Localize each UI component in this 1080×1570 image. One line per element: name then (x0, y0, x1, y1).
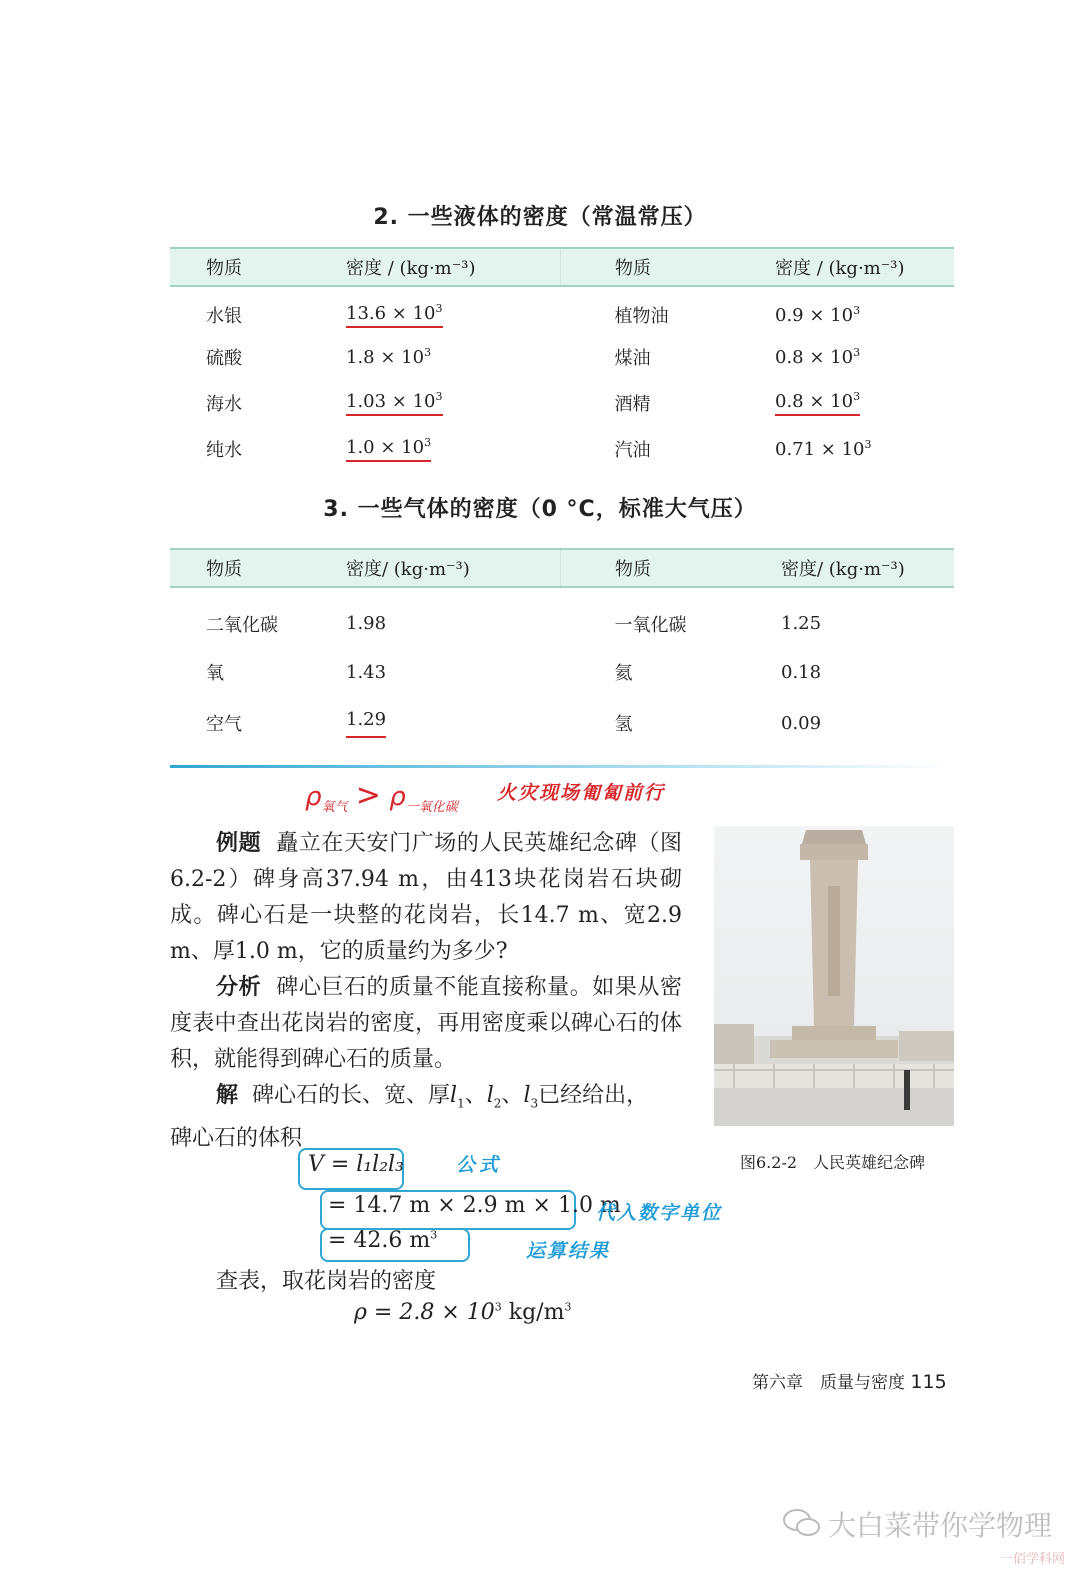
liquid-table-title: 2. 一些液体的密度（常温常压） (373, 205, 707, 230)
header-density: 密度/ (kg·m⁻³) (775, 549, 954, 587)
example-paragraph: 例题 矗立在天安门广场的人民英雄纪念碑（图6.2-2）碑身高37.94 m，由413块花岗岩石块砌成。碑心石是一块整的花岗岩，长14.7 m、宽2.9 m、厚1.0 m，它的质量约为多少? (170, 831, 682, 964)
analysis-paragraph: 分析 碑心巨石的质量不能直接称量。如果从密度表中查出花岗岩的密度，再用密度乘以碑心石的体积，就能得到碑心石的质量。 (170, 975, 682, 1072)
density-comparison-note: $\rho_{氧气} > \rho_{一氧化碳}$ (305, 778, 458, 816)
substance-name: 二氧化碳 (206, 614, 278, 636)
substance-name: 一氧化碳 (614, 614, 687, 636)
density-value: 0.18 (781, 661, 822, 683)
density-value: $0.8 \times 10^3$ (775, 346, 861, 368)
monument-illustration (714, 826, 954, 1126)
density-value: $1.03 \times 10^3$ (346, 380, 561, 426)
liquid-density-table (170, 247, 954, 472)
header-substance: 物质 (170, 248, 346, 286)
substance-name: 氢 (614, 714, 633, 735)
header-density: 密度 / (kg·m⁻³) (775, 248, 954, 286)
table-row (170, 286, 954, 334)
table-row (170, 334, 954, 380)
density-value: $13.6 \times 10^3$ (346, 286, 561, 334)
monument-photo (714, 826, 954, 1126)
formula-annotation: 公式 (456, 1154, 503, 1176)
page-number: 115 (910, 1371, 947, 1393)
density-value: 0.09 (781, 712, 822, 734)
lookup-text: 查表，取花岗岩的密度 (216, 1269, 437, 1294)
table-row (170, 697, 954, 749)
substance-name: 海水 (206, 394, 242, 415)
substance-name: 氧 (206, 663, 224, 684)
volume-result: = 42.6 $m^3$ (328, 1228, 438, 1253)
substance-name: 水银 (206, 305, 242, 327)
substance-name: 纯水 (206, 440, 242, 461)
substance-name: 空气 (206, 714, 242, 735)
density-value: 1.98 (346, 613, 387, 634)
substance-name: 煤油 (614, 348, 651, 369)
density-value: 1.25 (781, 613, 822, 634)
watermark-account: 大白菜带你学物理 (828, 1509, 1053, 1542)
density-value: $0.9 \times 10^3$ (775, 303, 861, 326)
gas-density-table (170, 548, 954, 749)
solution-paragraph: 解 碑心石的长、宽、厚$l_1$、$l_2$、$l_3$已经给出， 碑心石的体积 (170, 1083, 649, 1152)
gas-table-title: 3. 一些气体的密度（0 °C，标准大气压） (323, 497, 757, 522)
table-header-row (170, 248, 954, 286)
example-label: 例题 (216, 831, 262, 856)
density-value: $0.8 \times 10^3$ (775, 380, 954, 426)
table-row (170, 647, 954, 697)
header-substance: 物质 (170, 549, 346, 587)
table-row (170, 426, 954, 472)
granite-density-equation: $\rho = 2.8 \times 10^3$ $kg/m^3$ (354, 1300, 572, 1325)
volume-formula: V = l₁l₂l₃ (308, 1152, 404, 1177)
chapter-footer: 第六章 质量与密度 115 (752, 1371, 947, 1393)
solution-label: 解 (216, 1083, 239, 1108)
density-value: $1.0 \times 10^3$ (346, 426, 561, 472)
header-density: 密度/ (kg·m⁻³) (346, 549, 561, 587)
substance-name: 酒精 (614, 394, 651, 415)
header-substance: 物质 (561, 549, 776, 587)
density-value: 1.29 (346, 697, 561, 749)
substance-name: 氦 (614, 663, 633, 684)
table-header-row (170, 549, 954, 587)
header-substance: 物质 (561, 248, 776, 286)
substance-name: 植物油 (614, 305, 669, 327)
density-value: $0.71 \times 10^3$ (775, 438, 872, 460)
fire-scene-note: 火灾现场匍匐前行 (497, 782, 666, 804)
density-value: $1.8 \times 10^3$ (346, 346, 432, 368)
figure-caption: 图6.2-2 人民英雄纪念碑 (740, 1153, 926, 1172)
density-value: 1.43 (346, 661, 387, 683)
section-divider (170, 765, 954, 768)
substance-name: 硫酸 (206, 348, 242, 369)
watermark-site: 一佰学科网 (1000, 1552, 1066, 1567)
table-row (170, 587, 954, 647)
substitute-annotation: 代入数字单位 (596, 1202, 723, 1224)
result-annotation: 运算结果 (526, 1240, 611, 1262)
table-row (170, 380, 954, 426)
analysis-label: 分析 (216, 975, 262, 1000)
volume-substitution: = 14.7 m × 2.9 m × 1.0 m (328, 1193, 621, 1218)
header-density: 密度 / (kg·m⁻³) (346, 248, 561, 286)
substance-name: 汽油 (614, 440, 651, 461)
wechat-icon (782, 1508, 822, 1538)
